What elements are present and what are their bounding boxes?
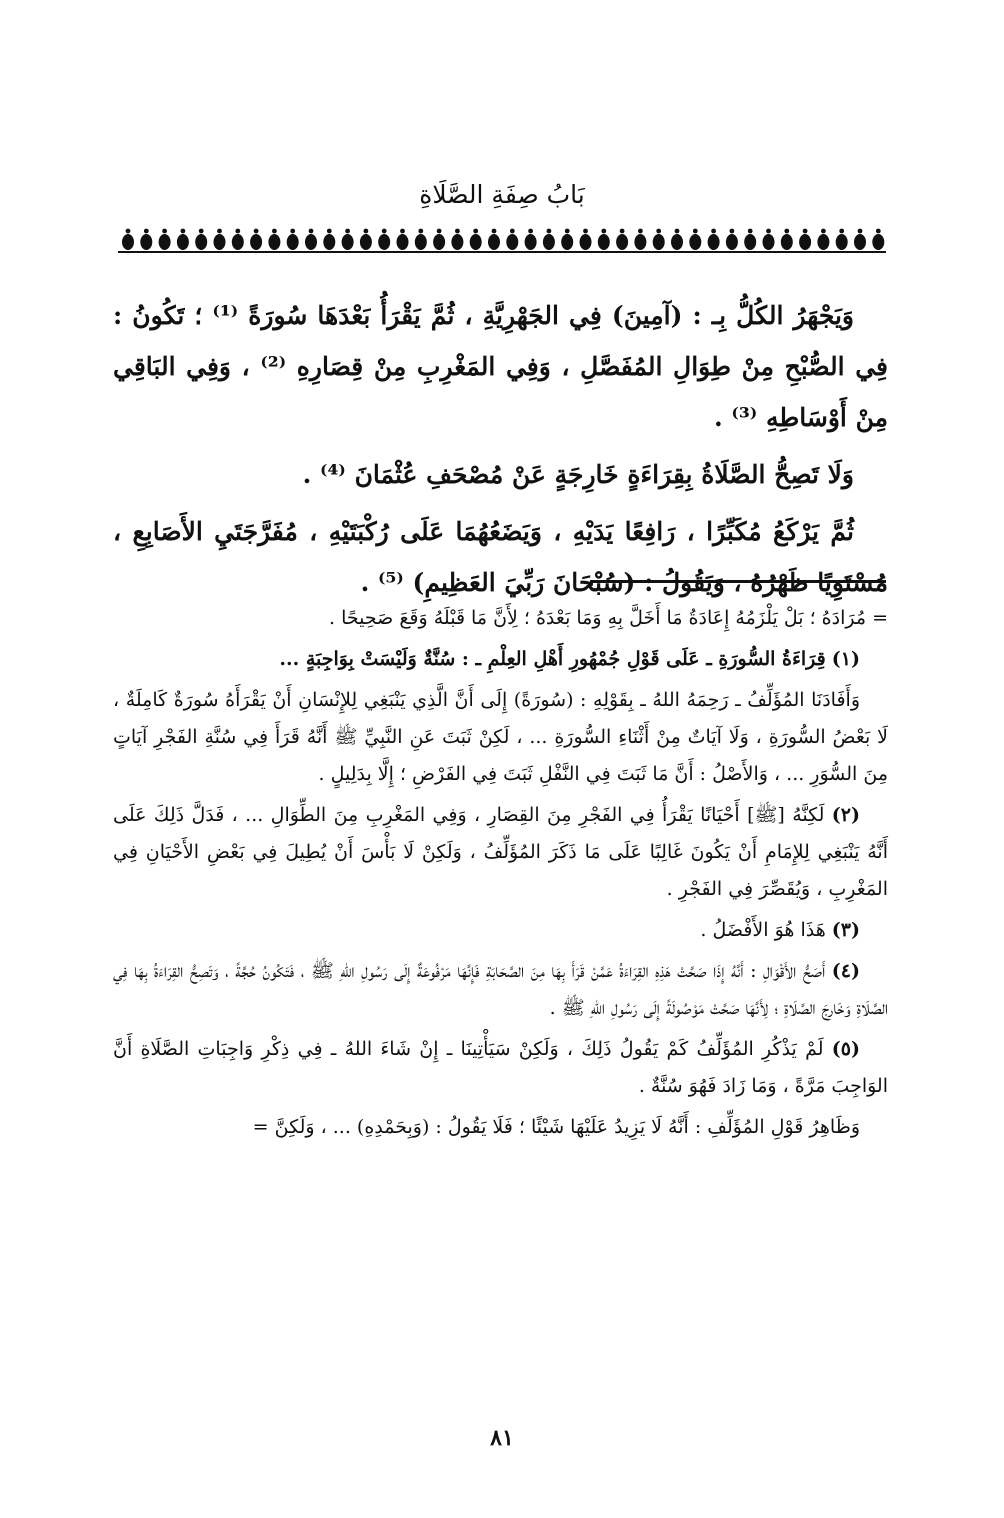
footnote-3	[113, 912, 888, 949]
ornament-dot	[693, 229, 698, 234]
ornament-dot	[803, 229, 808, 234]
ornament-dot	[235, 229, 240, 234]
footnote-number: (٤)	[831, 960, 861, 982]
footnote-text: أَصَحُّ الأَقْوَالِ : أَنَّهُ إِذَا صَحَّتْ هَذِهِ القِرَاءَةُ عَمَّنْ قَرَأَ بِهَا مِنَ الصَّحَابَةِ فَإِنَّهَا مَرْفُوعَةٌ إِلَى رَسُولِ اللهِ ﷺ ، فَتَكُونُ حُجَّةً ، وَتَصِحُّ القِرَاءَةُ بِهَا فِي الصَّلَاةِ وَخَارِجَ الصَّلَاةِ ؛ لِأَنَّهَا صَحَّتْ مَوْصُولَةً إِلَى رَسُولِ اللهِ ﷺ .	[113, 960, 888, 1019]
footnote-text: قِرَاءَةُ السُّورَةِ ـ عَلَى قَوْلِ جُمْهُورِ أَهْلِ العِلْمِ ـ : سُنَّةٌ وَلَيْسَتْ بِوَاجِبَةٍ ...	[279, 648, 826, 670]
ornament-dot	[144, 229, 149, 234]
ornament-dot	[473, 229, 478, 234]
footnote-text: لَكِنَّهُ [ﷺ] أَحْيَانًا يَقْرَأُ فِي الفَجْرِ مِنَ القِصَارِ ، وَفِي المَغْرِبِ مِنَ الطِّوَالِ ... ، فَدَلَّ ذَلِكَ عَلَى أَنَّهُ يَنْبَغِي لِلإِمَامِ أَنْ يَكُونَ غَالِبًا عَلَى مَا ذَكَرَ المُؤَلِّفُ ، وَلَكِنْ لَا بَأْسَ أَنْ يُطِيلَ فِي بَعْضِ الأَحْيَانِ فِي المَغْرِبِ ، وَيُقَصِّرَ فِي الفَجْرِ .	[113, 804, 888, 900]
ornament-dot	[217, 229, 222, 234]
ornament-motif	[708, 234, 720, 250]
ornament-motif	[598, 234, 610, 250]
ornament-motif	[470, 234, 482, 250]
ornament-dot	[327, 229, 332, 234]
ornament-dot	[510, 229, 515, 234]
main-paragraph: وَلَا تَصِحُّ الصَّلَاةُ بِقِرَاءَةٍ خَارِجَةٍ عَنْ مُصْحَفِ عُثْمَانَ ⁽⁴⁾ .	[302, 460, 854, 489]
footnote-text: هَذَا هُوَ الأَفْضَلُ .	[700, 919, 826, 941]
ornament-motif	[250, 234, 262, 250]
ornament-motif	[268, 234, 280, 250]
ornament-motif	[342, 234, 354, 250]
ornament-motif	[799, 234, 811, 250]
footnote-number: (١)	[831, 648, 860, 670]
ornament-dot	[784, 229, 789, 234]
ornament-dot	[565, 229, 570, 234]
main-paragraph: وَيَجْهَرُ الكُلُّ بِـ : (آمِينَ) فِي الجَهْرِيَّةِ ، ثُمَّ يَقْرَأُ بَعْدَهَا سُورَةً ⁽¹⁾ ؛ تَكُونُ : فِي الصُّبْحِ مِنْ طِوَالِ المُفَصَّلِ ، وَفِي المَغْرِبِ مِنْ قِصَارِهِ ⁽²⁾ ، وَفِي البَاقِي مِنْ أَوْسَاطِهِ ⁽³⁾ .	[113, 301, 888, 432]
ornament-dot	[858, 229, 863, 234]
ornament-dot	[583, 229, 588, 234]
chapter-title: بَابُ صِفَةِ الصَّلَاةِ	[419, 180, 585, 209]
ornament-motif	[159, 234, 171, 250]
ornament-motif	[689, 234, 701, 250]
ornament-motif	[451, 234, 463, 250]
footnotes	[113, 600, 888, 1150]
ornament-dot	[839, 229, 844, 234]
ornament-motif	[122, 234, 134, 250]
footnote-text: لَمْ يَذْكُرِ المُؤَلِّفُ كَمْ يَقُولُ ذَلِكَ ، وَلَكِنْ سَيَأْتِينَا ـ إِنْ شَاءَ اللهُ ـ فِي ذِكْرِ وَاجِبَاتِ الصَّلَاةِ أَنَّ الوَاجِبَ مَرَّةً ، وَمَا زَادَ فَهُوَ سُنَّةٌ .	[113, 1038, 888, 1097]
ornament-dot	[382, 229, 387, 234]
ornament-dot	[345, 229, 350, 234]
ornament-dot	[290, 229, 295, 234]
ornament-dot	[272, 229, 277, 234]
ornament-dot	[876, 229, 881, 234]
ornament-dot	[492, 229, 497, 234]
ornament-dot	[821, 229, 826, 234]
ornament-motif	[287, 234, 299, 250]
ornament-motif	[360, 234, 372, 250]
ornament-motif	[634, 234, 646, 250]
footnote-1	[113, 641, 888, 678]
ornament-dot	[455, 229, 460, 234]
ornament-motif	[671, 234, 683, 250]
ornament-dot	[400, 229, 405, 234]
footnote-number: (٢)	[831, 804, 861, 826]
footnote-number: (٣)	[831, 919, 860, 941]
ornament-motif	[543, 234, 555, 250]
ornament-dot	[364, 229, 369, 234]
footnote-5	[113, 1031, 888, 1105]
main-text	[113, 290, 888, 614]
ornament-dot	[748, 229, 753, 234]
ornament-motif	[561, 234, 573, 250]
ornament-motif	[836, 234, 848, 250]
ornament-dot	[437, 229, 442, 234]
main-paragraph: ثُمَّ يَرْكَعُ مُكَبِّرًا ، رَافِعًا يَدَيْهِ ، وَيَضَعُهُمَا عَلَى رُكْبَتَيْهِ ، مُفَرَّجَتَيِ الأَصَابِعِ ، مُسْتَوِيًا ظَهْرُهُ ، وَيَقُولُ : (سُبْحَانَ رَبِّيَ العَظِيمِ) ⁽⁵⁾ .	[113, 517, 888, 597]
ornament-motif	[854, 234, 866, 250]
page-number: ٨١	[490, 1425, 514, 1451]
ornament-dot	[766, 229, 771, 234]
ornament-motif	[744, 234, 756, 250]
footnote-4	[113, 953, 888, 1027]
ornament-motif	[195, 234, 207, 250]
footnote-number: (٥)	[831, 1038, 860, 1060]
ornament-motif	[653, 234, 665, 250]
ornament-dot	[620, 229, 625, 234]
ornament-dot	[309, 229, 314, 234]
footnote-5-continued: وَظَاهِرُ قَوْلِ المُؤَلِّفِ : أَنَّهُ لَا يَزِيدُ عَلَيْهَا شَيْئًا ؛ فَلَا يَقُولُ : (وَبِحَمْدِهِ) ... ، وَلَكِنَّ =	[252, 1116, 860, 1138]
ornament-motif	[177, 234, 189, 250]
ornament-motif	[323, 234, 335, 250]
ornament-motif	[415, 234, 427, 250]
ornament-dot	[638, 229, 643, 234]
ornament-dot	[711, 229, 716, 234]
ornament-dot	[418, 229, 423, 234]
ornament-dot	[675, 229, 680, 234]
ornament-motif	[378, 234, 390, 250]
ornament-dot	[730, 229, 735, 234]
ornament-motif	[506, 234, 518, 250]
ornament-motif	[488, 234, 500, 250]
ornament-motif	[433, 234, 445, 250]
ornament-dot	[162, 229, 167, 234]
ornament-motif	[781, 234, 793, 250]
footnote-2	[113, 797, 888, 908]
ornament-dot	[254, 229, 259, 234]
ornament-motif	[726, 234, 738, 250]
ornament-motif	[616, 234, 628, 250]
ornament-motif	[872, 234, 884, 250]
ornament-motif	[232, 234, 244, 250]
ornament-motif	[140, 234, 152, 250]
footnote-continuation: = مُرَادَهُ ؛ بَلْ يَلْزَمُهُ إِعَادَةُ مَا أَخَلَّ بِهِ وَمَا بَعْدَهُ ؛ لِأَنَّ مَا قَبْلَهُ وَقَعَ صَحِيحًا .	[329, 607, 888, 629]
ornament-motif	[580, 234, 592, 250]
ornament-dot	[601, 229, 606, 234]
ornament-dot	[547, 229, 552, 234]
footnote-1-continued: وَأَفَادَنَا المُؤَلِّفُ ـ رَحِمَهُ اللهُ ـ بِقَوْلِهِ : (سُورَةً) إِلَى أَنَّ الَّذِي يَنْبَغِي لِلإِنْسَانِ أَنْ يَقْرَأَهُ سُورَةٌ كَامِلَةٌ ، لَا بَعْضُ السُّورَةِ ، وَلَا آيَاتٌ مِنْ أَثْنَاءِ السُّورَةِ ... ، لَكِنْ ثَبَتَ عَنِ النَّبِيِّ ﷺ أَنَّهُ قَرَأَ فِي سُنَّةِ الفَجْرِ آيَاتٍ مِنَ السُّوَرِ ... ، وَالأَصْلُ : أَنَّ مَا ثَبَتَ فِي النَّفْلِ ثَبَتَ فِي الفَرْضِ ؛ إِلَّا بِدَلِيلٍ .	[113, 689, 888, 785]
ornament-motif	[397, 234, 409, 250]
ornament-dot	[181, 229, 186, 234]
ornament-dot	[528, 229, 533, 234]
ornament-motif	[763, 234, 775, 250]
ornament-dot	[656, 229, 661, 234]
ornament-motif	[305, 234, 317, 250]
ornament-dot	[126, 229, 131, 234]
decorative-border	[118, 226, 886, 256]
ornament-motif	[817, 234, 829, 250]
footnote-separator	[590, 580, 886, 583]
ornament-motif	[525, 234, 537, 250]
ornament-motif	[214, 234, 226, 250]
ornament-dot	[199, 229, 204, 234]
